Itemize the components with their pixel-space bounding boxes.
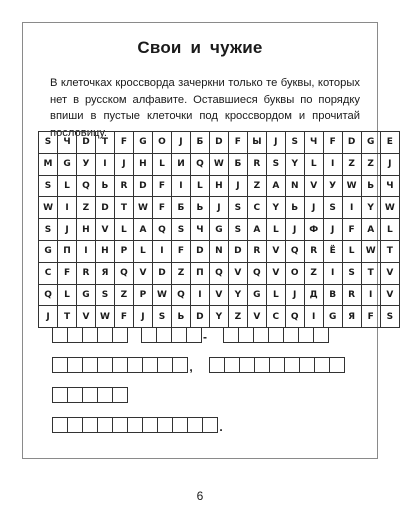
grid-cell[interactable]: W	[361, 240, 380, 262]
answer-box[interactable]	[172, 357, 188, 373]
grid-cell[interactable]: Z	[361, 153, 380, 175]
answer-box[interactable]	[112, 387, 128, 403]
grid-cell[interactable]: W	[209, 153, 228, 175]
grid-cell[interactable]: L	[58, 175, 77, 197]
grid-cell[interactable]: S	[95, 284, 114, 306]
answer-box[interactable]	[82, 417, 98, 433]
answer-box[interactable]	[112, 417, 128, 433]
grid-cell[interactable]: L	[114, 219, 133, 241]
grid-cell[interactable]: L	[190, 175, 209, 197]
answer-box[interactable]	[313, 327, 329, 343]
grid-cell[interactable]: Z	[114, 284, 133, 306]
grid-cell[interactable]: S	[285, 132, 304, 154]
grid-cell[interactable]: A	[247, 219, 266, 241]
grid-cell[interactable]: Ь	[361, 175, 380, 197]
grid-cell[interactable]: L	[304, 153, 323, 175]
grid-cell[interactable]: Q	[39, 284, 58, 306]
answer-box[interactable]	[52, 417, 68, 433]
grid-cell[interactable]: W	[133, 197, 152, 219]
grid-cell[interactable]: I	[304, 306, 323, 328]
grid-cell[interactable]: F	[323, 132, 342, 154]
grid-row	[39, 219, 400, 241]
answer-box[interactable]	[52, 387, 68, 403]
punctuation-mark: ,	[189, 360, 193, 374]
grid-cell[interactable]: G	[58, 153, 77, 175]
grid-cell[interactable]: Ы	[247, 132, 266, 154]
grid-cell[interactable]: D	[190, 306, 209, 328]
answer-box[interactable]	[202, 417, 218, 433]
grid-cell[interactable]: V	[266, 262, 285, 284]
punctuation-mark: .	[219, 420, 223, 434]
answer-box[interactable]	[127, 357, 143, 373]
answer-box[interactable]	[283, 327, 299, 343]
grid-cell[interactable]: D	[152, 262, 171, 284]
grid-cell[interactable]: T	[114, 197, 133, 219]
grid-cell[interactable]: A	[266, 175, 285, 197]
grid-cell[interactable]: C	[247, 197, 266, 219]
grid-cell[interactable]: F	[172, 240, 191, 262]
grid-cell[interactable]: П	[58, 240, 77, 262]
grid-cell[interactable]: Z	[228, 306, 247, 328]
grid-cell[interactable]: S	[39, 175, 58, 197]
grid-cell[interactable]: T	[95, 132, 114, 154]
answer-box[interactable]	[67, 417, 83, 433]
grid-cell[interactable]: I	[323, 262, 342, 284]
grid-cell[interactable]: A	[361, 219, 380, 241]
grid-cell[interactable]: Б	[190, 132, 209, 154]
grid-row	[39, 197, 400, 219]
grid-cell[interactable]: Q	[172, 284, 191, 306]
grid-cell[interactable]: W	[380, 197, 399, 219]
grid-cell[interactable]: Ь	[190, 197, 209, 219]
grid-cell[interactable]: T	[380, 240, 399, 262]
grid-cell[interactable]: J	[114, 153, 133, 175]
answer-box[interactable]	[112, 327, 128, 343]
grid-row	[39, 132, 400, 154]
grid-cell[interactable]: H	[76, 219, 95, 241]
grid-cell[interactable]: Ь	[172, 306, 191, 328]
grid-cell[interactable]: G	[133, 132, 152, 154]
grid-cell[interactable]: F	[114, 132, 133, 154]
answer-box[interactable]	[239, 357, 255, 373]
grid-cell[interactable]: T	[58, 306, 77, 328]
grid-cell[interactable]: I	[76, 240, 95, 262]
grid-cell[interactable]: R	[76, 262, 95, 284]
grid-cell[interactable]: J	[285, 219, 304, 241]
grid-cell[interactable]: V	[266, 240, 285, 262]
grid-cell[interactable]: R	[114, 175, 133, 197]
grid-cell[interactable]: L	[342, 240, 361, 262]
instruction-text: В клеточках кроссворда зачеркни только те буквы, которых нет в русском алфавите. Оставшиеся буквы по порядку впиши в пустые клеточки под кроссвордом и прочитай пословицу.	[50, 77, 360, 139]
answer-box[interactable]	[254, 357, 270, 373]
grid-cell[interactable]: R	[247, 153, 266, 175]
grid-cell[interactable]: Ь	[285, 197, 304, 219]
answer-word	[52, 417, 217, 433]
grid-cell[interactable]: V	[247, 306, 266, 328]
grid-cell[interactable]: Ь	[95, 175, 114, 197]
grid-cell[interactable]: Ч	[304, 132, 323, 154]
answer-box[interactable]	[97, 417, 113, 433]
answer-row-4	[52, 417, 225, 433]
grid-cell[interactable]: Б	[228, 153, 247, 175]
grid-cell[interactable]: Q	[285, 240, 304, 262]
grid-cell[interactable]: Y	[285, 153, 304, 175]
grid-cell[interactable]: J	[380, 153, 399, 175]
answer-box[interactable]	[82, 387, 98, 403]
grid-cell[interactable]: Q	[190, 153, 209, 175]
answer-box[interactable]	[209, 357, 225, 373]
grid-cell[interactable]: D	[190, 240, 209, 262]
grid-cell[interactable]: I	[342, 197, 361, 219]
grid-cell[interactable]: R	[342, 284, 361, 306]
answer-word	[52, 327, 127, 343]
grid-cell[interactable]: Z	[342, 153, 361, 175]
grid-cell[interactable]: Q	[152, 219, 171, 241]
grid-cell[interactable]: Q	[247, 262, 266, 284]
grid-cell[interactable]: Я	[342, 306, 361, 328]
grid-cell[interactable]: Q	[209, 262, 228, 284]
answer-box[interactable]	[97, 387, 113, 403]
grid-cell[interactable]: Д	[304, 284, 323, 306]
grid-cell[interactable]: J	[58, 219, 77, 241]
grid-cell[interactable]: H	[133, 153, 152, 175]
grid-cell[interactable]: V	[228, 262, 247, 284]
grid-cell[interactable]: И	[172, 153, 191, 175]
grid-cell[interactable]: M	[39, 153, 58, 175]
grid-cell[interactable]: J	[39, 306, 58, 328]
grid-cell[interactable]: J	[133, 306, 152, 328]
answer-box[interactable]	[97, 357, 113, 373]
grid-cell[interactable]: S	[266, 153, 285, 175]
grid-cell[interactable]: I	[95, 153, 114, 175]
grid-cell[interactable]: F	[114, 306, 133, 328]
answer-box[interactable]	[142, 417, 158, 433]
grid-cell[interactable]: C	[39, 262, 58, 284]
answer-box[interactable]	[299, 357, 315, 373]
grid-cell[interactable]: R	[304, 240, 323, 262]
answer-box[interactable]	[157, 417, 173, 433]
grid-cell[interactable]: S	[39, 219, 58, 241]
answer-box[interactable]	[284, 357, 300, 373]
grid-cell[interactable]: I	[323, 153, 342, 175]
grid-row	[39, 262, 400, 284]
answer-row-1	[52, 327, 328, 343]
grid-cell[interactable]: J	[172, 132, 191, 154]
grid-cell[interactable]: H	[95, 240, 114, 262]
grid-cell[interactable]: Z	[247, 175, 266, 197]
grid-cell[interactable]: D	[95, 197, 114, 219]
grid-cell[interactable]: В	[323, 284, 342, 306]
answer-box[interactable]	[186, 327, 202, 343]
grid-cell[interactable]: S	[380, 306, 399, 328]
grid-cell[interactable]: J	[323, 219, 342, 241]
grid-row	[39, 240, 400, 262]
grid-cell[interactable]: W	[342, 175, 361, 197]
punctuation-mark: -	[203, 330, 207, 344]
grid-cell[interactable]: E	[380, 132, 399, 154]
answer-box[interactable]	[238, 327, 254, 343]
grid-cell[interactable]: S	[172, 219, 191, 241]
grid-cell[interactable]: Ч	[190, 219, 209, 241]
grid-cell[interactable]: L	[380, 219, 399, 241]
grid-cell[interactable]: J	[209, 197, 228, 219]
grid-cell[interactable]: V	[209, 284, 228, 306]
grid-cell[interactable]: C	[266, 306, 285, 328]
grid-cell[interactable]: G	[39, 240, 58, 262]
grid-cell[interactable]: O	[285, 262, 304, 284]
grid-cell[interactable]: Z	[76, 197, 95, 219]
grid-cell[interactable]: G	[76, 284, 95, 306]
grid-cell[interactable]: A	[133, 219, 152, 241]
answer-box[interactable]	[268, 327, 284, 343]
grid-cell[interactable]: Y	[228, 284, 247, 306]
grid-cell[interactable]: S	[323, 197, 342, 219]
grid-cell[interactable]: D	[209, 132, 228, 154]
answer-row-3	[52, 387, 127, 403]
grid-cell[interactable]: Q	[114, 262, 133, 284]
grid-cell[interactable]: V	[380, 262, 399, 284]
grid-cell[interactable]: I	[361, 284, 380, 306]
grid-cell[interactable]: Ч	[380, 175, 399, 197]
answer-box[interactable]	[67, 387, 83, 403]
crossword-grid	[38, 131, 400, 328]
answer-word	[52, 387, 127, 403]
grid-cell[interactable]: G	[209, 219, 228, 241]
grid-cell[interactable]: П	[190, 262, 209, 284]
grid-cell[interactable]: J	[266, 132, 285, 154]
grid-cell[interactable]: Я	[95, 262, 114, 284]
answer-box[interactable]	[112, 357, 128, 373]
grid-cell[interactable]: G	[323, 306, 342, 328]
grid-cell[interactable]: D	[133, 175, 152, 197]
answer-box[interactable]	[67, 357, 83, 373]
grid-cell[interactable]: S	[228, 197, 247, 219]
answer-box[interactable]	[156, 327, 172, 343]
grid-cell[interactable]: W	[39, 197, 58, 219]
grid-cell[interactable]: J	[285, 284, 304, 306]
answer-box[interactable]	[329, 357, 345, 373]
grid-cell[interactable]: Б	[172, 197, 191, 219]
grid-cell[interactable]: У	[76, 153, 95, 175]
answer-box[interactable]	[52, 357, 68, 373]
grid-cell[interactable]: O	[152, 132, 171, 154]
grid-cell[interactable]: D	[342, 132, 361, 154]
answer-box[interactable]	[52, 327, 68, 343]
answer-box[interactable]	[224, 357, 240, 373]
grid-cell[interactable]: J	[304, 197, 323, 219]
grid-cell[interactable]: G	[361, 132, 380, 154]
grid-cell[interactable]: L	[266, 284, 285, 306]
grid-cell[interactable]: Y	[266, 197, 285, 219]
grid-cell[interactable]: Q	[76, 175, 95, 197]
grid-cell[interactable]: I	[152, 240, 171, 262]
grid-cell[interactable]: S	[228, 219, 247, 241]
grid-cell[interactable]: L	[266, 219, 285, 241]
grid-cell[interactable]: V	[95, 219, 114, 241]
grid-cell[interactable]: I	[172, 175, 191, 197]
page-title: Свои и чужие	[137, 38, 263, 57]
grid-cell[interactable]: G	[247, 284, 266, 306]
grid-row	[39, 306, 400, 328]
grid-cell[interactable]: F	[152, 197, 171, 219]
grid-cell[interactable]: V	[133, 262, 152, 284]
answer-word	[209, 357, 344, 373]
grid-cell[interactable]: Q	[285, 306, 304, 328]
answer-box[interactable]	[82, 357, 98, 373]
grid-cell[interactable]: N	[209, 240, 228, 262]
grid-cell[interactable]: Y	[361, 197, 380, 219]
answer-box[interactable]	[253, 327, 269, 343]
grid-cell[interactable]: Z	[172, 262, 191, 284]
grid-row	[39, 153, 400, 175]
grid-cell[interactable]: N	[285, 175, 304, 197]
grid-row	[39, 175, 400, 197]
grid-cell[interactable]: H	[209, 175, 228, 197]
grid-cell[interactable]: L	[133, 240, 152, 262]
answer-box[interactable]	[314, 357, 330, 373]
grid-cell[interactable]: F	[58, 262, 77, 284]
grid-cell[interactable]: F	[361, 306, 380, 328]
grid-cell[interactable]: V	[304, 175, 323, 197]
answer-box[interactable]	[141, 327, 157, 343]
grid-cell[interactable]: P	[114, 240, 133, 262]
grid-cell[interactable]: W	[95, 306, 114, 328]
grid-cell[interactable]: S	[342, 262, 361, 284]
answer-word	[223, 327, 328, 343]
grid-cell[interactable]: F	[152, 175, 171, 197]
answer-word	[52, 357, 187, 373]
answer-box[interactable]	[187, 417, 203, 433]
grid-cell[interactable]: Ё	[323, 240, 342, 262]
page-number: 6	[196, 489, 204, 503]
grid-cell[interactable]: P	[133, 284, 152, 306]
grid-cell[interactable]: D	[76, 132, 95, 154]
grid-cell[interactable]: L	[152, 153, 171, 175]
grid-cell[interactable]: R	[247, 240, 266, 262]
grid-cell[interactable]: W	[152, 284, 171, 306]
grid-cell[interactable]: Ч	[58, 132, 77, 154]
answer-box[interactable]	[82, 327, 98, 343]
grid-cell[interactable]: T	[361, 262, 380, 284]
grid-cell[interactable]: V	[76, 306, 95, 328]
answer-box[interactable]	[97, 327, 113, 343]
answer-box[interactable]	[157, 357, 173, 373]
answer-row-2	[52, 357, 344, 373]
answer-box[interactable]	[127, 417, 143, 433]
answer-box[interactable]	[223, 327, 239, 343]
grid-cell[interactable]: Y	[209, 306, 228, 328]
grid-row	[39, 284, 400, 306]
grid-cell[interactable]: S	[39, 132, 58, 154]
answer-box[interactable]	[171, 327, 187, 343]
grid-cell[interactable]: S	[152, 306, 171, 328]
grid-cell[interactable]: F	[342, 219, 361, 241]
grid-cell[interactable]: L	[58, 284, 77, 306]
grid-cell[interactable]: J	[228, 175, 247, 197]
answer-box[interactable]	[298, 327, 314, 343]
grid-cell[interactable]: Z	[304, 262, 323, 284]
grid-cell[interactable]: V	[380, 284, 399, 306]
grid-cell[interactable]: Ф	[304, 219, 323, 241]
answer-box[interactable]	[269, 357, 285, 373]
grid-cell[interactable]: D	[228, 240, 247, 262]
answer-box[interactable]	[67, 327, 83, 343]
grid-cell[interactable]: I	[190, 284, 209, 306]
grid-cell[interactable]: F	[228, 132, 247, 154]
answer-box[interactable]	[172, 417, 188, 433]
grid-cell[interactable]: У	[323, 175, 342, 197]
answer-word	[141, 327, 201, 343]
answer-box[interactable]	[142, 357, 158, 373]
grid-cell[interactable]: I	[58, 197, 77, 219]
